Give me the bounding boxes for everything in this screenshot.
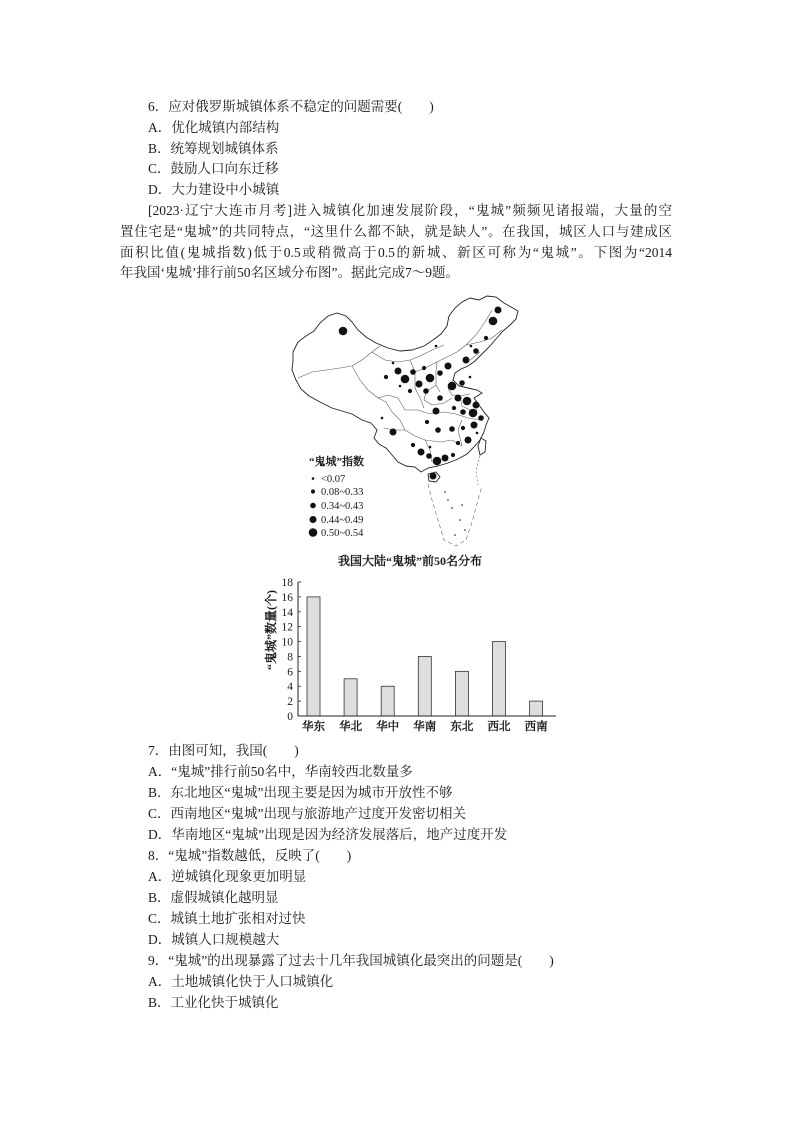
south-china-sea [428,456,482,546]
y-tick-label: 2 [287,696,293,709]
ghost-city-dot [459,380,465,386]
ghost-city-dot [437,370,443,376]
ghost-city-dot [408,389,412,393]
ghost-city-dot [435,345,438,348]
island-dot [454,534,456,536]
ghost-city-dot [429,446,432,449]
chart-bar [381,686,394,716]
legend-dot [309,528,318,537]
ghost-city-dot [445,363,452,370]
ghost-city-dot [476,432,479,435]
island-dot [464,529,466,531]
y-tick-label: 10 [281,636,293,649]
x-tick-label: 东北 [450,721,474,733]
nine-dash-line [428,484,482,546]
ghost-city-dot [463,397,472,406]
ghost-city-dot [425,420,429,424]
island-dot [447,499,449,501]
y-tick-label: 12 [281,621,293,634]
y-tick-label: 4 [287,681,293,694]
question-7-option-a: A．“鬼城”排行前50名中，华南较西北数量多 [148,764,413,779]
coast-line [476,456,480,485]
x-tick-label: 西南 [524,721,548,733]
island-dot [459,519,461,521]
legend-label: 0.50~0.54 [321,528,364,539]
x-tick-label: 华北 [339,721,363,733]
ghost-city-dot [384,375,388,379]
ghost-city-dot [471,422,478,429]
ghost-city-dot [423,388,429,394]
ghost-city-dot [426,374,435,383]
x-tick-label: 华中 [376,721,400,733]
ghost-city-dot [416,381,423,388]
ghost-city-dot [411,443,415,447]
ghost-city-dot [433,457,442,466]
y-tick-label: 18 [281,577,293,589]
ghost-city-dot [430,473,437,480]
ghost-city-dot [399,385,402,388]
chart-bar [455,671,468,716]
island-dot [461,504,463,506]
ghost-city-dot [460,409,466,415]
legend-label: 0.34~0.43 [321,501,364,512]
ghost-city-dot [422,366,426,370]
chart-bar [493,642,506,716]
y-tick-label: 8 [287,651,293,664]
ghost-city-dot [470,345,473,348]
ghost-city-dot [449,426,455,432]
ghost-city-dot [461,426,465,430]
ghost-city-dot [469,376,472,379]
ghost-city-bar-chart [262,572,562,738]
ghost-city-dot [426,453,432,459]
question-6-option-b: B．统筹规划城镇体系 [148,140,279,156]
y-tick-label: 16 [281,591,293,604]
ghost-city-dot [433,408,440,415]
legend-dot [312,477,315,480]
chart-bar [307,597,320,716]
passage [120,201,676,284]
ghost-city-dot [469,409,478,418]
ghost-city-dot [489,317,498,326]
ghost-city-dot [395,368,402,375]
ghost-city-dot [381,417,384,420]
y-tick-label: 0 [287,711,293,723]
passage-line: 年我国‘鬼城’排行前50名区域分布图”。据此完成7～9题。 [120,265,459,281]
ghost-city-dot [484,336,488,340]
y-tick-label: 6 [287,666,293,679]
ghost-city-map [288,290,523,552]
question-8-option-a: A．逆城镇化现象更加明显 [148,869,307,884]
chart-bar [530,701,543,716]
question-9-option-b: B．工业化快于城镇化 [148,995,279,1010]
question-6-option-a: A．优化城镇内部结构 [148,119,280,135]
question-6-option-c: C．鼓励人口向东迁移 [148,161,279,177]
x-tick-label: 华南 [413,721,437,733]
question-7-stem: 7．由图可知，我国( ) [148,743,299,758]
question-8-option-b: B．虚假城镇化越明显 [148,890,279,905]
ghost-city-dot [435,427,441,433]
question-8-option-c: C．城镇土地扩张相对过快 [148,911,306,926]
ghost-city-dot [339,327,348,336]
ghost-city-dot [390,429,397,436]
map-legend [309,454,364,539]
legend-dot [311,489,315,493]
chart-bar [344,679,357,716]
lower-text-block [120,740,676,1013]
y-axis-label: “鬼城”数量(个) [264,590,278,670]
question-9-option-a: A．土地城镇化快于人口城镇化 [148,974,334,989]
ghost-city-dot [442,455,449,462]
ghost-city-dot [455,395,462,402]
ghost-city-dot [392,362,395,365]
passage-line: [2023·辽宁大连市月考]进入城镇化加速发展阶段，“鬼城”频频见诸报端，大量的空 [148,202,672,218]
legend-dot [310,503,316,509]
ghost-city-dot [452,406,456,410]
x-tick-label: 西北 [487,721,511,733]
legend-title: “鬼城”指数 [309,456,364,468]
question-7-option-c: C．西南地区“鬼城”出现与旅游地产过度开发密切相关 [148,806,466,821]
y-tick-label: 14 [281,606,293,619]
map-caption: 我国大陆“鬼城”前50名分布 [337,554,482,568]
passage-line: 置住宅是“鬼城”的共同特点，“这里什么都不缺，就是缺人”。在我国，城区人口与建成区 [120,223,672,239]
legend-label: 0.08~0.33 [321,487,364,498]
question-7-option-d: D．华南地区“鬼城”出现是因为经济发展落后，地产过度开发 [148,827,508,842]
island-dot [444,491,446,493]
legend-label: <0.07 [321,474,346,485]
ghost-city-dot [465,437,472,444]
ghost-city-dot [478,415,484,421]
question-6-option-d: D．大力建设中小城镇 [148,182,280,198]
ghost-city-dot [448,382,457,391]
ghost-city-dot [456,441,460,445]
x-tick-label: 华东 [302,721,325,733]
question-7-option-b: B．东北地区“鬼城”出现主要是因为城市开放性不够 [148,785,453,800]
ghost-city-dot [463,357,470,364]
question-6-stem: 6．应对俄罗斯城镇体系不稳定的问题需要( ) [148,99,434,114]
island-dot [451,507,453,509]
passage-line: 面积比值(鬼城指数)低于0.5或稍微高于0.5的新城、新区可称为“鬼城”。下图为“2014 [120,244,672,260]
ghost-city-dot [473,348,479,354]
question-9-stem: 9．“鬼城”的出现暴露了过去十几年我国城镇化最突出的问题是( ) [148,953,554,968]
question-8-stem: 8．“鬼城”指数越低，反映了( ) [148,848,352,863]
upper-text-block [120,97,676,284]
ghost-city-dot [418,449,425,456]
question-8-option-d: D．城镇人口规模越大 [148,932,280,947]
ghost-city-dot [437,395,443,401]
ghost-city-dot [401,375,410,384]
ghost-city-dot [473,402,480,409]
chart-bar [418,656,431,716]
ghost-city-dot [410,369,416,375]
ghost-city-dot [495,307,502,314]
legend-dot [310,516,317,523]
legend-label: 0.44~0.49 [321,515,364,526]
ghost-city-dot [451,453,455,457]
